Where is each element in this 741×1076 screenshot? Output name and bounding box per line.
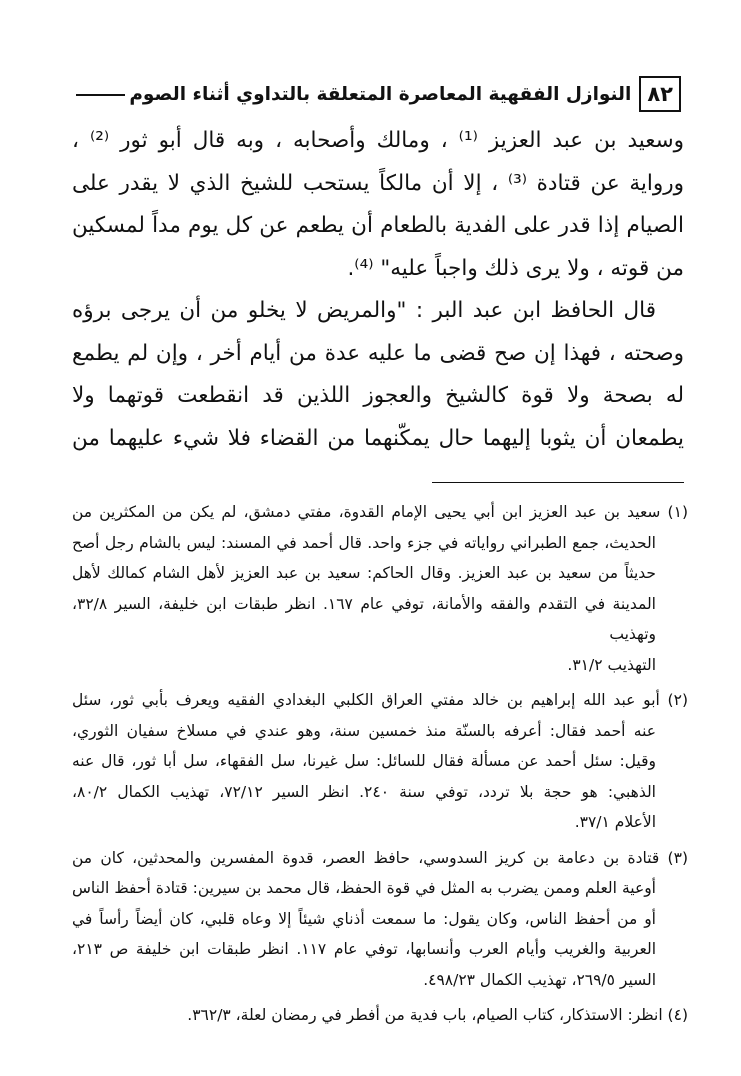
footnote-line: (٢) أبو عبد الله إبراهيم بن خالد مفتي العراق الكلبي البغدادي الفقيه ويعرف بأبي ثور، سئل (72, 691, 688, 709)
body-line: يطمعان أن يثوبا إليهما حال يمكّنهما من القضاء فلا شيء عليهما من (72, 425, 684, 451)
page-number: ٨٢ (639, 76, 681, 112)
body-line: له بصحة ولا قوة كالشيخ والعجوز اللذين قد انقطعت قوتهما ولا (72, 383, 684, 408)
footnote-line: (٣) قتادة بن دعامة بن كريز السدوسي، حافظ العصر، قدوة المفسرين والمحدثين، كان من (72, 848, 688, 867)
footnote-line: (١) سعيد بن عبد العزيز ابن أبي يحيى الإمام القدوة، مفتي دمشق، لم يكن من المكثرين من (72, 503, 688, 521)
body-line: الصيام إذا قدر على الفدية بالطعام أن يطعم عن كل يوم مداً لمسكين (72, 213, 684, 238)
header-rule (76, 94, 125, 96)
footnote-line: الحديث، جمع الطبراني رواياته في جزء واحد. قال أحمد في المسند: ليس بالشام رجل أصح (72, 533, 656, 552)
footnote-line: العربية والغريب وأيام العرب وأنسابها، توفي عام ١١٧. انظر طبقات ابن خليفة ص ٢١٣، (72, 940, 656, 958)
running-title: النوازل الفقهية المعاصرة المتعلقة بالتداوي أثناء الصوم (129, 83, 632, 105)
body-line: من قوته ، ولا يرى ذلك واجباً عليه" ⁽⁴⁾. (347, 255, 684, 281)
footnote-line: المدينة في التقدم والفقه والأمانة، توفي عام ١٦٧. انظر طبقات ابن خليفة، السير ٣٢/٨، وتهذيب (72, 594, 656, 643)
body-text (72, 120, 684, 460)
footnote-2 (72, 685, 688, 838)
footnote-line: الذهبي: هو حجة بلا تردد، توفي سنة ٢٤٠. انظر السير ٧٢/١٢، تهذيب الكمال ٨٠/٢، (72, 782, 656, 801)
footnote-1 (72, 497, 688, 680)
footnote-line: الأعلام ٣٧/١. (574, 813, 656, 831)
footnote-line: أو من أحفظ الناس، وكان يقول: ما سمعت أذناي شيئاً إلا وعاه قلبي، كان أيضاً رأساً في (72, 909, 656, 928)
footnote-line: حديثاً من سعيد بن عبد العزيز. وقال الحاكم: سعيد بن عبد العزيز لأهل الشام كمالك لأهل (72, 564, 656, 582)
footnote-separator (432, 482, 684, 483)
footnote-4 (72, 1000, 688, 1031)
body-line: ورواية عن قتادة ⁽³⁾ ، إلا أن مالكاً يستحب للشيخ الذي لا يقدر على (72, 170, 684, 196)
body-line: وصحته ، فهذا إن صح قضى ما عليه عدة من أيام أخر ، وإن لم يطمع (72, 340, 684, 366)
footnotes (72, 497, 688, 1036)
body-line: وسعيد بن عبد العزيز ⁽¹⁾ ، ومالك وأصحابه ، وبه قال أبو ثور ⁽²⁾ ، (72, 128, 685, 153)
footnote-line: أوعية العلم وممن يضرب به المثل في قوة الحفظ، قال محمد بن سيرين: قتادة أحفظ الناس (72, 879, 656, 897)
body-line: قال الحافظ ابن عبد البر : "والمريض لا يخلو من أن يرجى برؤه (72, 298, 656, 323)
footnote-line: السير ٢٦٩/٥، تهذيب الكمال ٤٩٨/٢٣. (423, 970, 656, 989)
footnote-3 (72, 843, 688, 996)
footnote-line: (٤) انظر: الاستذكار، كتاب الصيام، باب فدية من أفطر في رمضان لعلة، ٣٦٢/٣. (187, 1006, 688, 1024)
page-header (76, 74, 681, 114)
footnote-line: عنه أحمد فقال: أعرفه بالسنّة منذ خمسين سنة، وهو عندي في مسلاخ سفيان الثوري، (72, 721, 656, 740)
footnote-line: التهذيب ٣١/٢. (567, 655, 656, 674)
footnote-line: وقيل: سئل أحمد عن مسألة فقال للسائل: سل غيرنا، سل الفقهاء، سل أبا ثور، قال عنه (72, 752, 656, 770)
